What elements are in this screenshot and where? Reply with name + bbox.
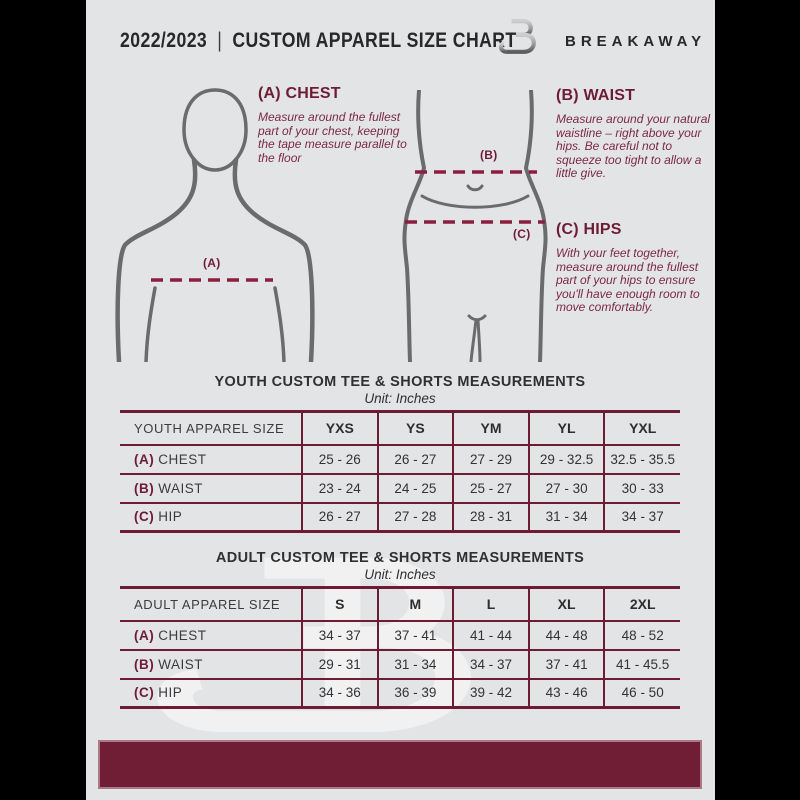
adult-size-table: [120, 586, 680, 709]
row-label: [120, 621, 302, 650]
table-row-hip: [120, 503, 680, 532]
column-header: YM: [453, 412, 529, 445]
column-header: S: [302, 588, 378, 621]
column-header: XL: [529, 588, 605, 621]
table-cell: 48 - 52: [604, 621, 680, 650]
table-cell: 46 - 50: [604, 679, 680, 708]
table-cell: 26 - 27: [378, 445, 454, 474]
column-header: YXL: [604, 412, 680, 445]
table-cell: 41 - 44: [453, 621, 529, 650]
row-label-text: CHEST: [158, 627, 207, 643]
adult-unit-label: Unit: Inches: [364, 567, 436, 582]
size-chart-page: [86, 0, 715, 800]
row-label-text: HIP: [158, 685, 183, 701]
brand-name: BREAKAWAY: [565, 33, 707, 50]
row-marker: (B): [134, 656, 155, 672]
hips-guide-description: With your feet together, measure around the fullest part of your hips to ensure you'll have enough room to move comfortably.: [556, 246, 700, 315]
table-cell: 43 - 46: [529, 679, 605, 708]
table-row-hip: [120, 679, 680, 708]
youth-unit-label: Unit: Inches: [364, 391, 436, 406]
table-cell: 39 - 42: [453, 679, 529, 708]
adult-header-row: [120, 588, 680, 621]
chart-title: CUSTOM APPAREL SIZE CHART: [232, 29, 517, 52]
column-header: ADULT APPAREL SIZE: [134, 596, 281, 612]
table-cell: 25 - 26: [302, 445, 378, 474]
row-marker: (A): [134, 627, 155, 643]
season-year: 2022/2023: [120, 29, 208, 52]
chest-marker-label: (A): [203, 256, 221, 270]
column-header: YXS: [302, 412, 378, 445]
footer-bar: [98, 740, 702, 789]
youth-size-table: [120, 410, 680, 533]
table-cell: 36 - 39: [378, 679, 454, 708]
row-marker: (C): [134, 685, 155, 701]
table-row-waist: [120, 474, 680, 503]
navel-mark: [468, 186, 482, 190]
right-hip-outline: [526, 90, 546, 362]
table-cell: 44 - 48: [529, 621, 605, 650]
waist-guide: [556, 87, 716, 181]
right-shoulder-arm-outline: [235, 160, 313, 362]
table-cell: 23 - 24: [302, 474, 378, 503]
right-inner-leg-line: [478, 320, 480, 362]
table-cell: 26 - 27: [302, 503, 378, 532]
table-cell: 24 - 25: [378, 474, 454, 503]
table-cell: 41 - 45.5: [604, 650, 680, 679]
table-cell: 27 - 29: [453, 445, 529, 474]
hips-guide-title: (C) HIPS: [556, 221, 622, 238]
table-cell: 29 - 32.5: [529, 445, 605, 474]
row-label-text: WAIST: [158, 656, 203, 672]
table-cell: 31 - 34: [378, 650, 454, 679]
right-inner-arm-line: [275, 288, 284, 362]
chest-guide-title: (A) CHEST: [258, 85, 341, 102]
left-shoulder-arm-outline: [118, 160, 196, 362]
table-cell: 32.5 - 35.5: [604, 445, 680, 474]
column-header: YS: [378, 412, 454, 445]
table-cell: 27 - 30: [529, 474, 605, 503]
table-cell: 37 - 41: [378, 621, 454, 650]
left-inner-arm-line: [146, 288, 155, 362]
adult-section-title: ADULT CUSTOM TEE & SHORTS MEASUREMENTS: [215, 550, 585, 566]
row-label-text: HIP: [158, 509, 183, 525]
row-marker: (B): [134, 480, 155, 496]
row-label: [120, 679, 302, 708]
waist-guide-description: Measure around your natural waistline – right above your hips. Be careful not to squeeze too tight to allow a little give.: [556, 112, 711, 181]
title-separator: |: [217, 29, 223, 52]
youth-section-title: YOUTH CUSTOM TEE & SHORTS MEASUREMENTS: [214, 374, 586, 390]
row-label-text: WAIST: [158, 480, 203, 496]
youth-header-row: [120, 412, 680, 445]
table-cell: 27 - 28: [378, 503, 454, 532]
row-label: [120, 650, 302, 679]
column-header: YL: [529, 412, 605, 445]
table-row-chest: [120, 445, 680, 474]
table-cell: 29 - 31: [302, 650, 378, 679]
table-cell: 37 - 41: [529, 650, 605, 679]
row-marker: (A): [134, 451, 155, 467]
row-marker: (C): [134, 509, 155, 525]
waist-guide-title: (B) WAIST: [556, 87, 636, 104]
chest-guide-description: Measure around the fullest part of your chest, keeping the tape measure parallel to the floor: [258, 110, 407, 165]
table-row-chest: [120, 621, 680, 650]
left-inner-leg-line: [471, 320, 476, 362]
table-cell: 28 - 31: [453, 503, 529, 532]
column-header: M: [378, 588, 454, 621]
waist-hips-figure: [395, 90, 555, 362]
row-label: [120, 474, 302, 503]
table-cell: 25 - 27: [453, 474, 529, 503]
hips-marker-label: (C): [513, 227, 531, 241]
column-header: L: [453, 588, 529, 621]
table-cell: 34 - 37: [453, 650, 529, 679]
row-label: [120, 445, 302, 474]
column-header: 2XL: [604, 588, 680, 621]
chest-guide: [258, 85, 410, 165]
table-cell: 31 - 34: [529, 503, 605, 532]
page-title: [120, 29, 517, 53]
row-label: [120, 503, 302, 532]
hip-crease-line: [422, 196, 528, 207]
table-cell: 34 - 37: [604, 503, 680, 532]
row-label-text: CHEST: [158, 451, 207, 467]
table-cell: 34 - 36: [302, 679, 378, 708]
breakaway-b-monogram-icon: [497, 15, 543, 61]
column-header: YOUTH APPAREL SIZE: [134, 420, 285, 436]
table-cell: 30 - 33: [604, 474, 680, 503]
waist-marker-label: (B): [480, 148, 498, 162]
table-row-waist: [120, 650, 680, 679]
table-cell: 34 - 37: [302, 621, 378, 650]
hips-guide: [556, 221, 716, 315]
